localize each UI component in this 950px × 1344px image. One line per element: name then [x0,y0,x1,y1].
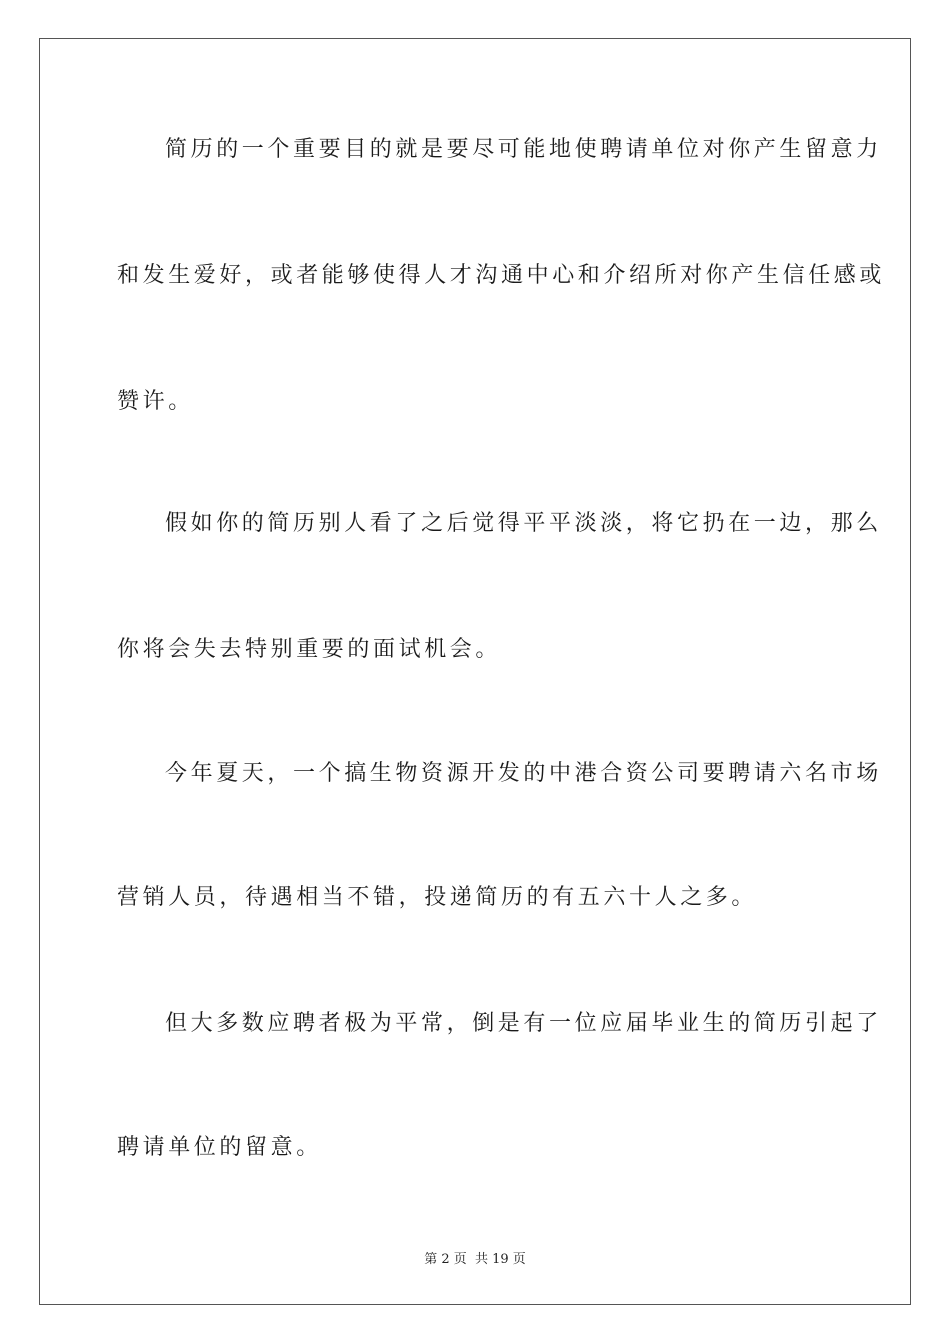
total-pages: 共 19 页 [474,1252,526,1267]
paragraph-3-line-1: 今年夏天，一个搞生物资源开发的中港合资公司要聘请六名市场 [165,761,882,786]
paragraph-1-line-3: 赞许。 [117,389,194,414]
paragraph-4-line-2: 聘请单位的留意。 [117,1135,322,1160]
page-border [39,38,911,1305]
paragraph-2-line-1: 假如你的简历别人看了之后觉得平平淡淡，将它扔在一边，那么 [165,511,882,536]
paragraph-1-line-2: 和发生爱好，或者能够使得人才沟通中心和介绍所对你产生信任感或 [117,263,886,288]
paragraph-3-line-2: 营销人员，待遇相当不错，投递简历的有五六十人之多。 [117,885,758,910]
page-number: 第 2 页 [424,1252,467,1267]
paragraph-2-line-2: 你将会失去特别重要的面试机会。 [117,637,502,662]
paragraph-1-line-1: 简历的一个重要目的就是要尽可能地使聘请单位对你产生留意力 [165,137,882,162]
paragraph-4-line-1: 但大多数应聘者极为平常，倒是有一位应届毕业生的简历引起了 [165,1011,882,1036]
page-footer [0,1248,950,1267]
